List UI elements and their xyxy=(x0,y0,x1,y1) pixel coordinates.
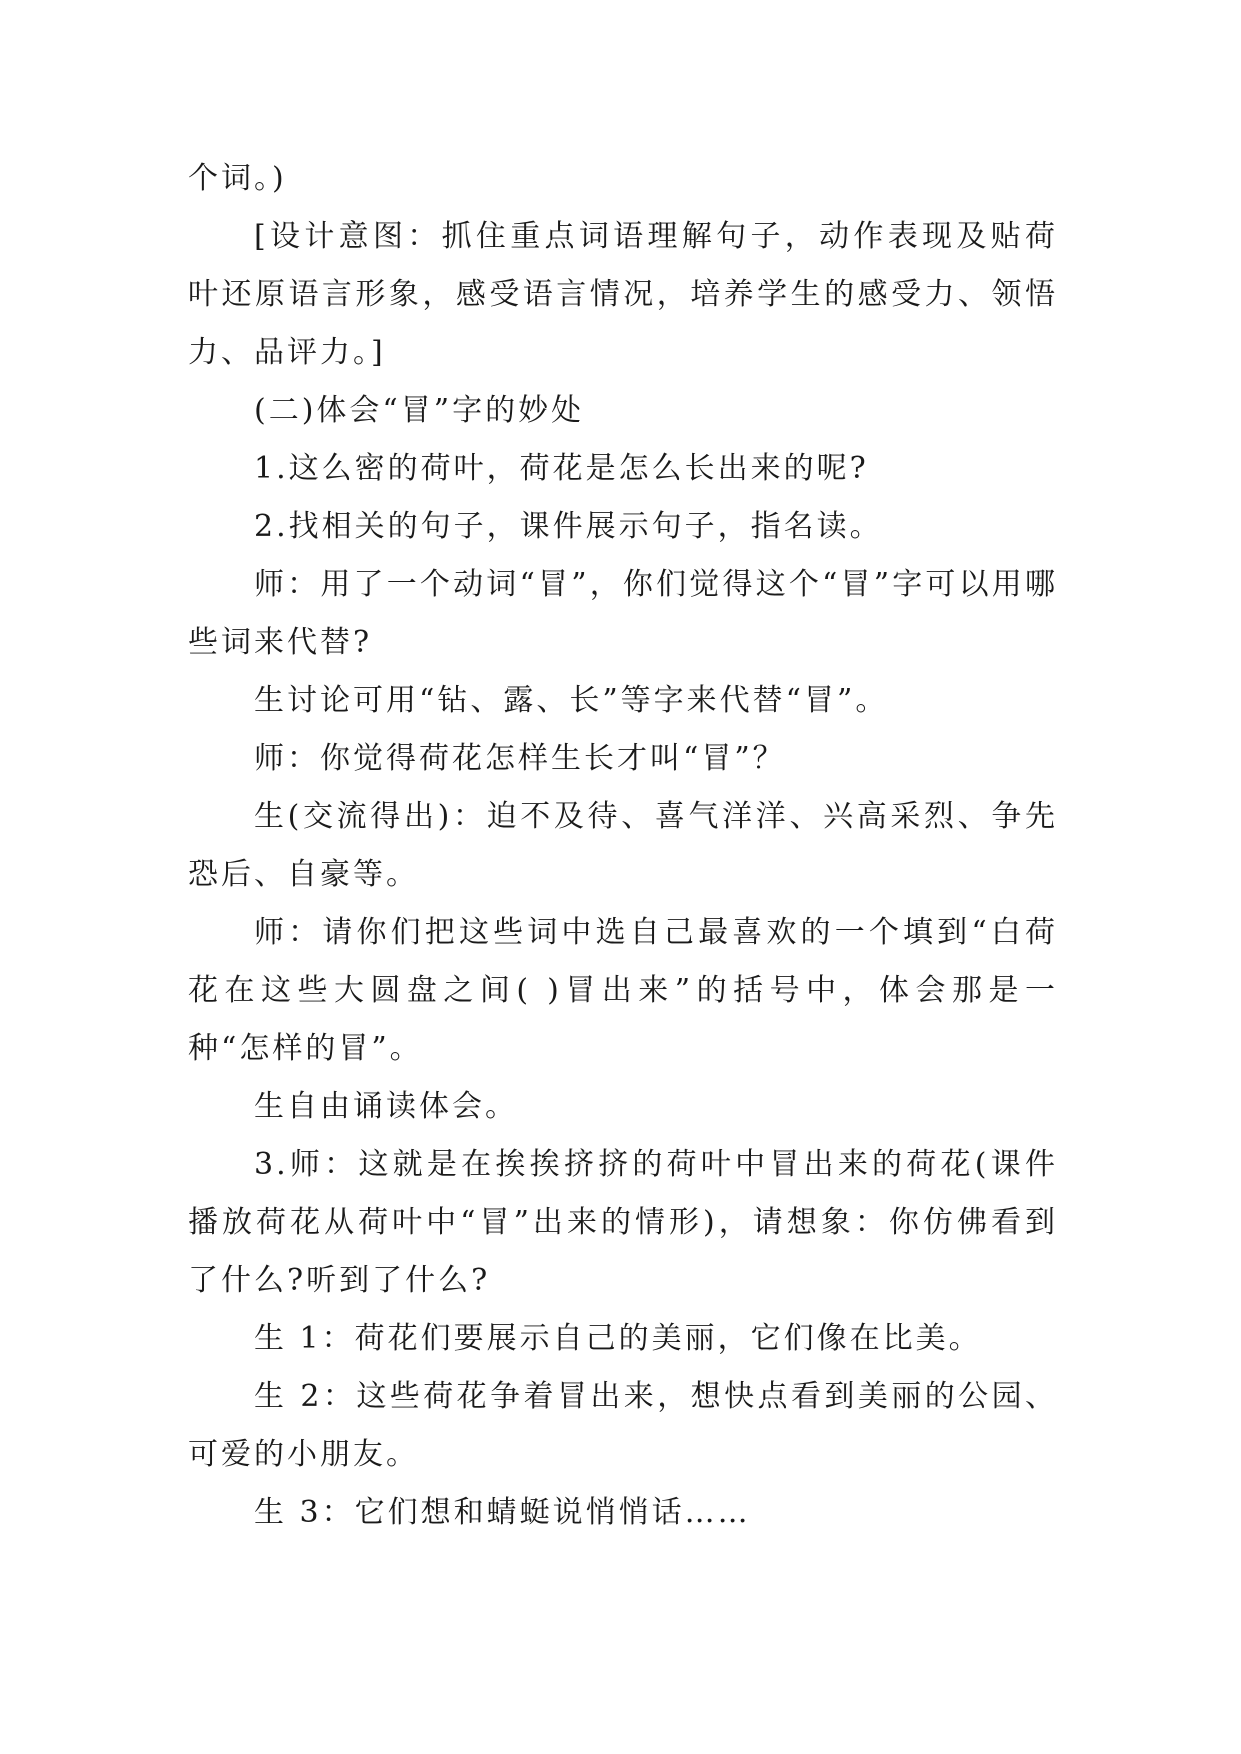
paragraph-design-intent: [设计意图：抓住重点词语理解句子，动作表现及贴荷叶还原语言形象，感受语言情况，培养学生的感受力、领悟力、品评力。] xyxy=(188,219,1058,370)
paragraph-step-1: 1.这么密的荷叶，荷花是怎么长出来的呢? xyxy=(254,451,869,486)
paragraph-step-3: 3.师：这就是在挨挨挤挤的荷叶中冒出来的荷花(课件播放荷花从荷叶中“冒”出来的情形)，请想象：你仿佛看到了什么?听到了什么? xyxy=(188,1147,1058,1298)
paragraph-teacher-instruction: 师：请你们把这些词中选自己最喜欢的一个填到“白荷花在这些大圆盘之间( )冒出来”的括号中，体会那是一种“怎样的冒”。 xyxy=(188,915,1058,1066)
paragraph-continuation: 个词。) xyxy=(188,161,287,196)
paragraph-teacher-question-1: 师：用了一个动词“冒”，你们觉得这个“冒”字可以用哪些词来代替? xyxy=(188,567,1058,660)
paragraph-student-reading: 生自由诵读体会。 xyxy=(254,1089,518,1124)
paragraph-step-2: 2.找相关的句子，课件展示句子，指名读。 xyxy=(254,509,883,544)
section-heading: (二)体会“冒”字的妙处 xyxy=(254,393,585,428)
paragraph-student-answer: 生(交流得出)：迫不及待、喜气洋洋、兴高采烈、争先恐后、自豪等。 xyxy=(188,799,1058,892)
paragraph-student-3: 生 3：它们想和蜻蜓说悄悄话…… xyxy=(254,1495,751,1530)
paragraph-student-2: 生 2：这些荷花争着冒出来，想快点看到美丽的公园、可爱的小朋友。 xyxy=(188,1379,1058,1472)
paragraph-student-discussion: 生讨论可用“钻、露、长”等字来代替“冒”。 xyxy=(254,683,889,718)
paragraph-student-1: 生 1：荷花们要展示自己的美丽，它们像在比美。 xyxy=(254,1321,982,1356)
document-body xyxy=(188,150,1058,1542)
paragraph-teacher-question-2: 师：你觉得荷花怎样生长才叫“冒”？ xyxy=(254,741,786,776)
